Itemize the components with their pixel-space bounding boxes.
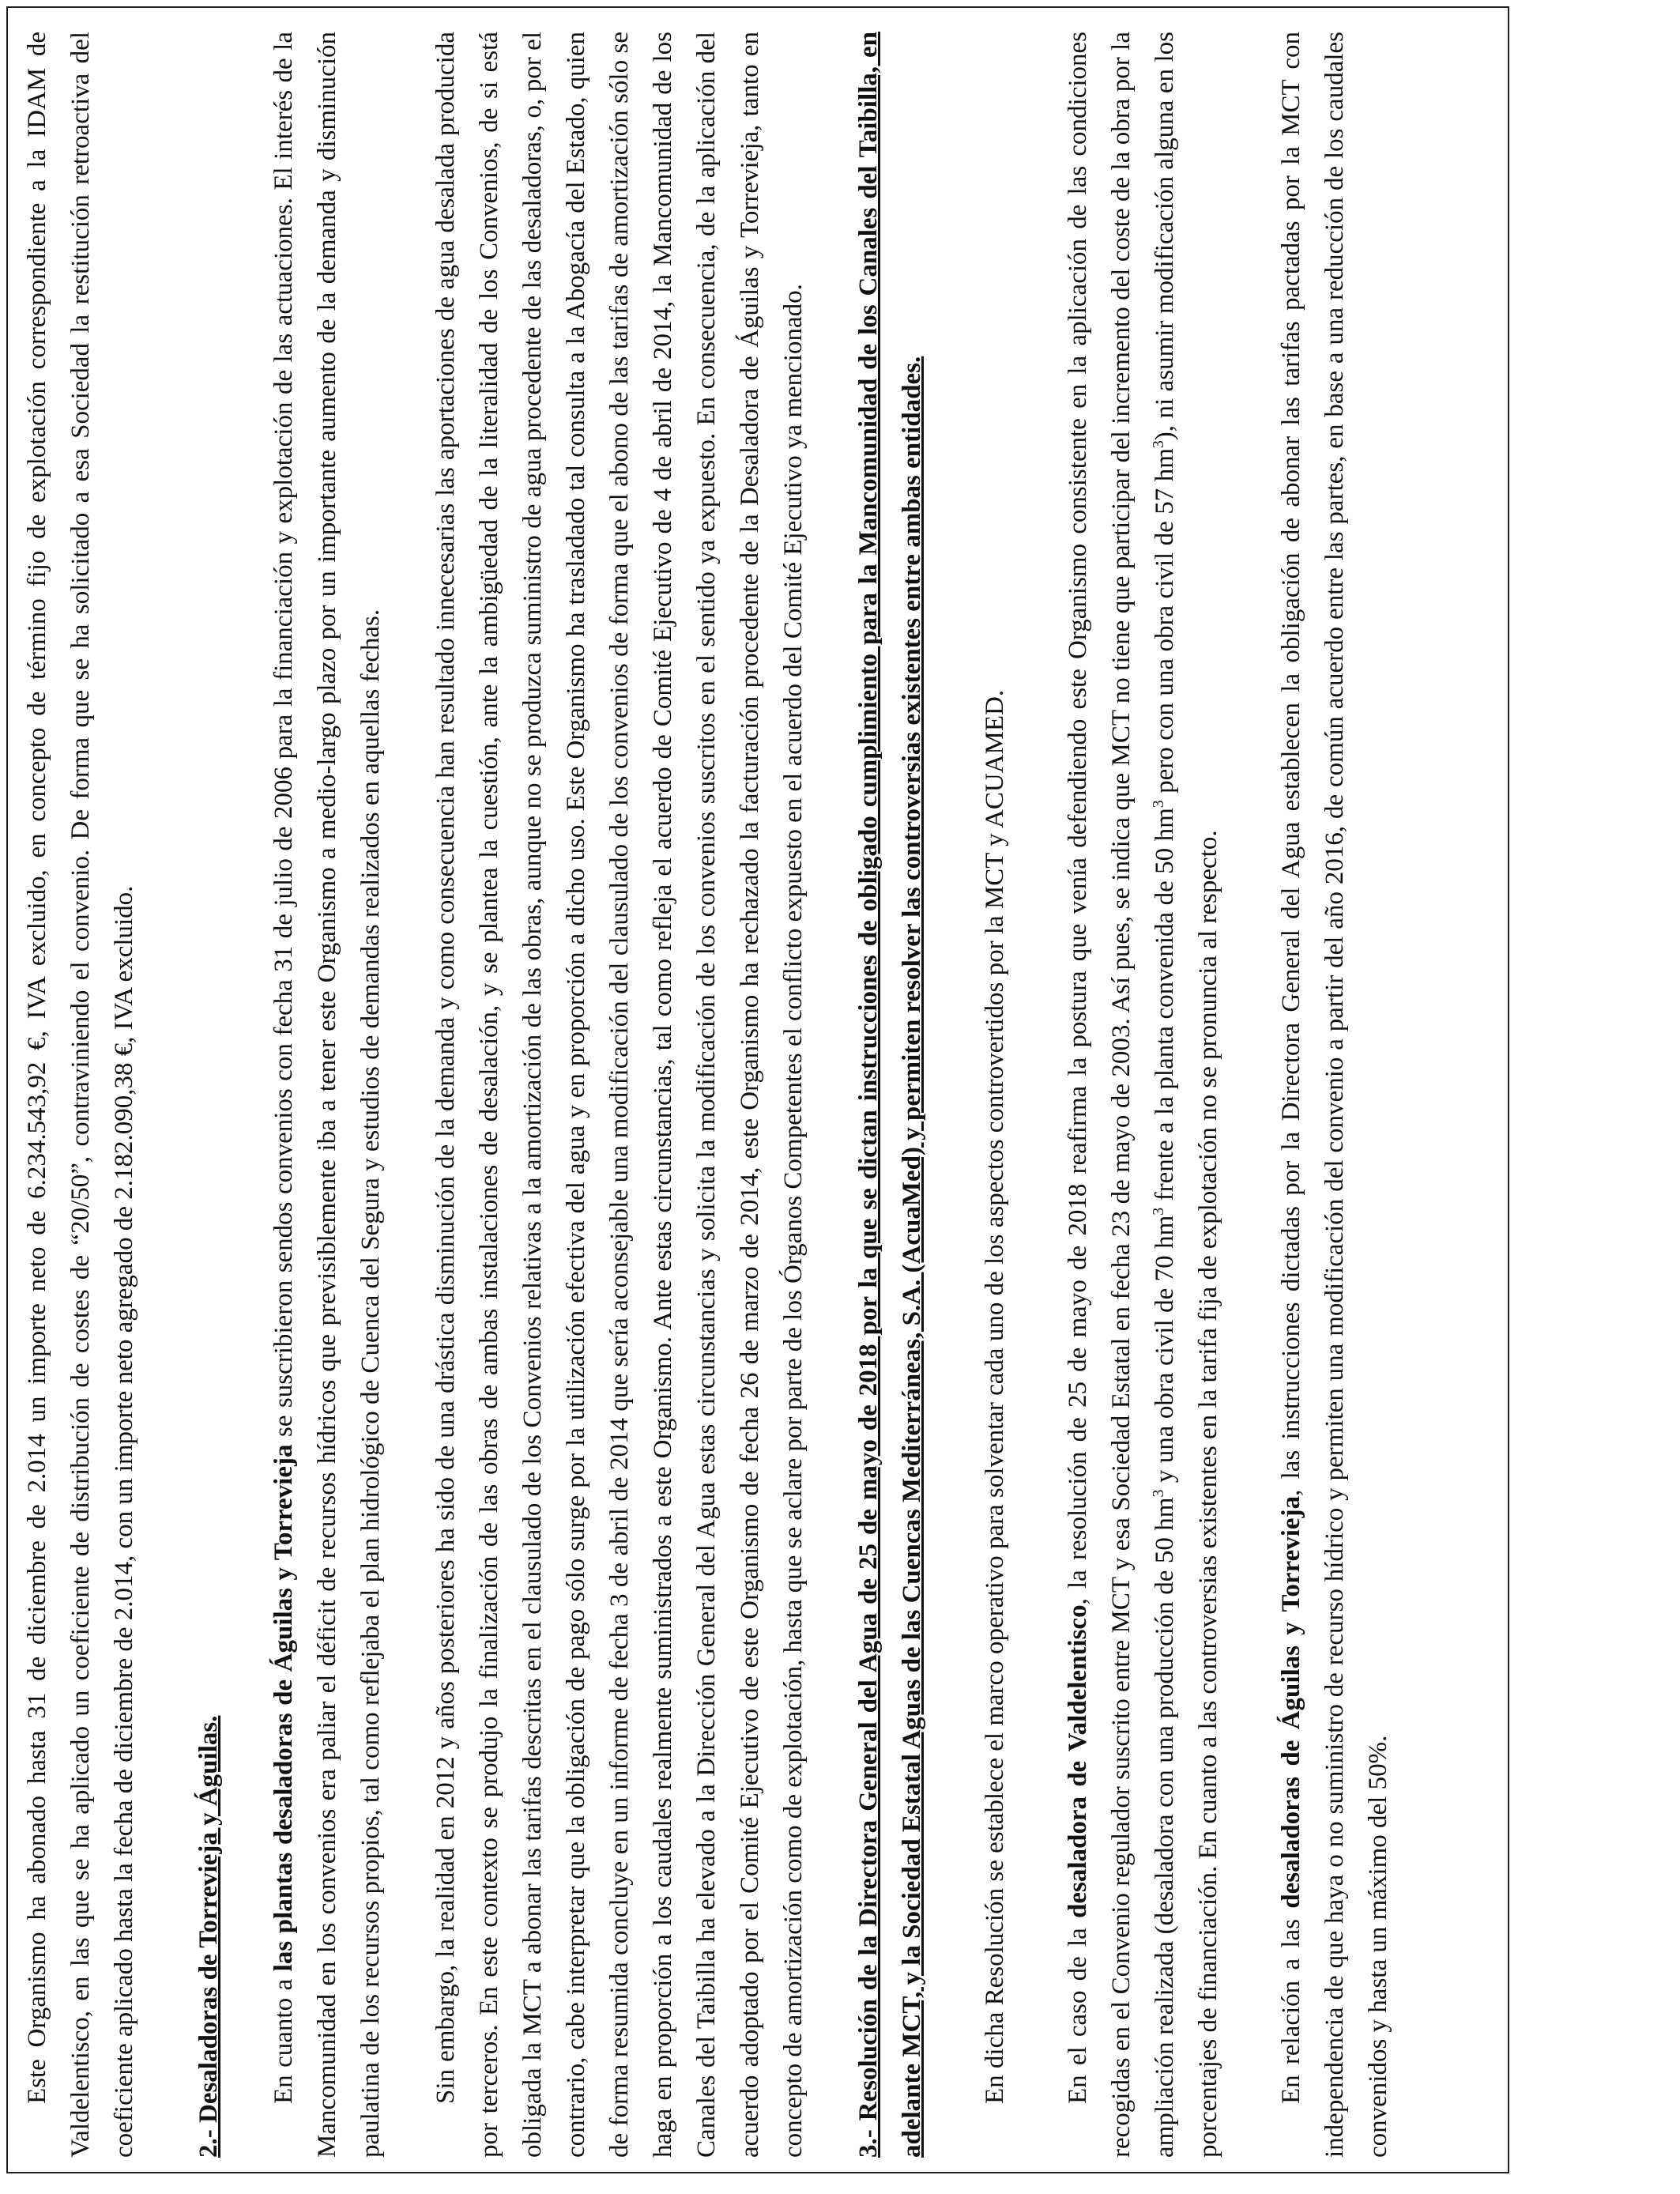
text: En cuanto a — [269, 1971, 298, 2104]
paragraph-aguilas-torrevieja-resolution — [1270, 32, 1400, 2158]
text: En el caso de la — [1064, 1918, 1092, 2104]
paragraph-demand-decline: Sin embargo, la realidad en 2012 y años posteriores ha sido de una drástica disminución de la demanda y como consecuencia han resultado innecesarias las aportaciones de agua desalada producida por terceros. En este contexto se produjo la finalización de las obras de ambas instalaciones de desalación, y se plantea la cuestión, ante la ambigüedad de la literalidad de los Convenios, de si está obligada la MCT a abonar las tarifas descritas en el clausulado de los Convenios relativas a la amortización de las obras, aunque no se produzca suministro de agua procedente de las desaladoras, o, por el contrario, cabe interpretar que la obligación de pago sólo surge por la utilización efectiva del agua y en proporción a dicho uso. Este Organismo ha trasladado tal consulta a la Abogacía del Estado, quien de forma resumida concluye en un informe de fecha 3 de abril de 2014 que sería aconsejable una modificación del clausulado de los convenios de forma que el abono de las tarifas de amortización sólo se haga en proporción a los caudales realmente suministrados a este Organismo. Ante estas circunstancias, tal como refleja el acuerdo de Comité Ejecutivo de 4 de abril de 2014, la Mancomunidad de los Canales del Taibilla ha elevado a la Dirección General del Agua estas circunstancias y solicita la modificación de los convenios suscritos en el sentido ya expuesto. En consecuencia, de la aplicación del acuerdo adoptado por el Comité Ejecutivo de este Organismo de fecha 26 de marzo de 2014, este Organismo ha rechazado la facturación procedente de la Desaladora de Águilas y Torrevieja, tanto en concepto de amortización como de explotación, hasta que se aclare por parte de los Órganos Competentes el conflicto expuesto en el acuerdo del Comité Ejecutivo ya mencionado. — [431, 32, 808, 2158]
paragraph-resolution-framework: En dicha Resolución se establece el marco operativo para solventar cada uno de los aspectos controvertidos por la MCT y ACUAMED. — [981, 689, 1009, 2104]
text: , la resolución de 25 de mayo de 2018 reafirma la postura que venía defendiendo este Organismo consistente en la aplicación de las condiciones recogidas en el Convenio regulador suscrito entre MCT y esa Sociedad Estatal en fecha 23 de mayo de 2003. Así pues, se indica que MCT no tiene que participar del incremento del coste de la obra por la ampliación realizada (desaladora con una producción de 50 hm — [1064, 32, 1179, 2158]
text: frente a la planta convenida de 50 hm — [1151, 808, 1179, 1208]
section-heading-3: 3.- Resolución de la Directora General del Agua de 25 de mayo de 2018 por la que se dictan instrucciones de obligado cumplimiento para la Mancomunidad de los Canales del Taibilla, en adelante MCT, y la Sociedad Estatal Aguas de las Cuencas Mediterráneas, S.A. (AcuaMed) y permiten resolver las controversias existentes entre ambas entidades. — [854, 32, 926, 2158]
superscript: 3 — [1150, 1207, 1167, 1216]
text: , las instrucciones dictadas por la Directora General del Agua establecen la obligación de abonar las tarifas pactadas por la MCT con independencia de que haya o no suministro de recurso hídrico y permiten una modificación del convenio a partir del año 2016, de común acuerdo entre las partes, en base a una reducción de los caudales convenidos y hasta un máximo del 50%. — [1277, 32, 1392, 2158]
bold-text: las plantas desaladoras de Águilas y Torrevieja — [269, 1444, 298, 1972]
text: ), ni asumir modificación alguna en los porcentajes de financiación. En cuanto a las controversias existentes en la tarifa fija de explotación no se pronuncia al respecto. — [1151, 32, 1222, 2158]
bold-text: desaladora de Valdelentisco — [1064, 1604, 1092, 1918]
text: se suscribieron sendos convenios con fecha 31 de julio de 2006 para la financiación y explotación de las actuaciones. El interés de la Mancomunidad en los convenios era paliar el déficit de recursos hídricos que previsiblemente iba a tener este Organismo a medio-largo plazo por un importante aumento de la demanda y disminución paulatina de los recursos propios, tal como reflejaba el plan hidrológico de Cuenca del Segura y estudios de demandas realizados en aquellas fechas. — [269, 32, 385, 2158]
section-heading-2: 2.- Desaladoras de Torrevieja y Águilas. — [194, 1715, 223, 2158]
text: y una obra civil de 70 hm — [1151, 1215, 1179, 1490]
paragraph-aguilas-torrevieja-intro — [262, 32, 393, 2158]
text: pero con una obra civil de 57 hm — [1151, 448, 1179, 801]
superscript: 3 — [1150, 800, 1167, 809]
superscript: 3 — [1150, 1489, 1167, 1498]
text: En relación a las — [1277, 1908, 1305, 2104]
paragraph-valdelentisco-resolution — [1057, 32, 1230, 2158]
paragraph-valdelentisco-payment: Este Organismo ha abonado hasta 31 de diciembre de 2.014 un importe neto de 6.234.543,92 €, IVA excluido, en concepto de término fijo de explotación correspondiente a la IDAM de Valdelentisco, en las que se ha aplicado un coeficiente de distribución de costes de “20/50”, contraviniendo el convenio. De forma que se ha solicitado a esa Sociedad la restitución retroactiva del coeficiente aplicado hasta la fecha de diciembre de 2.014, con un importe neto agregado de 2.182.090,38 €, IVA excluido. — [23, 32, 138, 2158]
document-page — [16, 32, 1486, 2158]
bold-text: desaladoras de Águilas y Torrevieja — [1277, 1495, 1305, 1909]
superscript: 3 — [1150, 440, 1167, 449]
